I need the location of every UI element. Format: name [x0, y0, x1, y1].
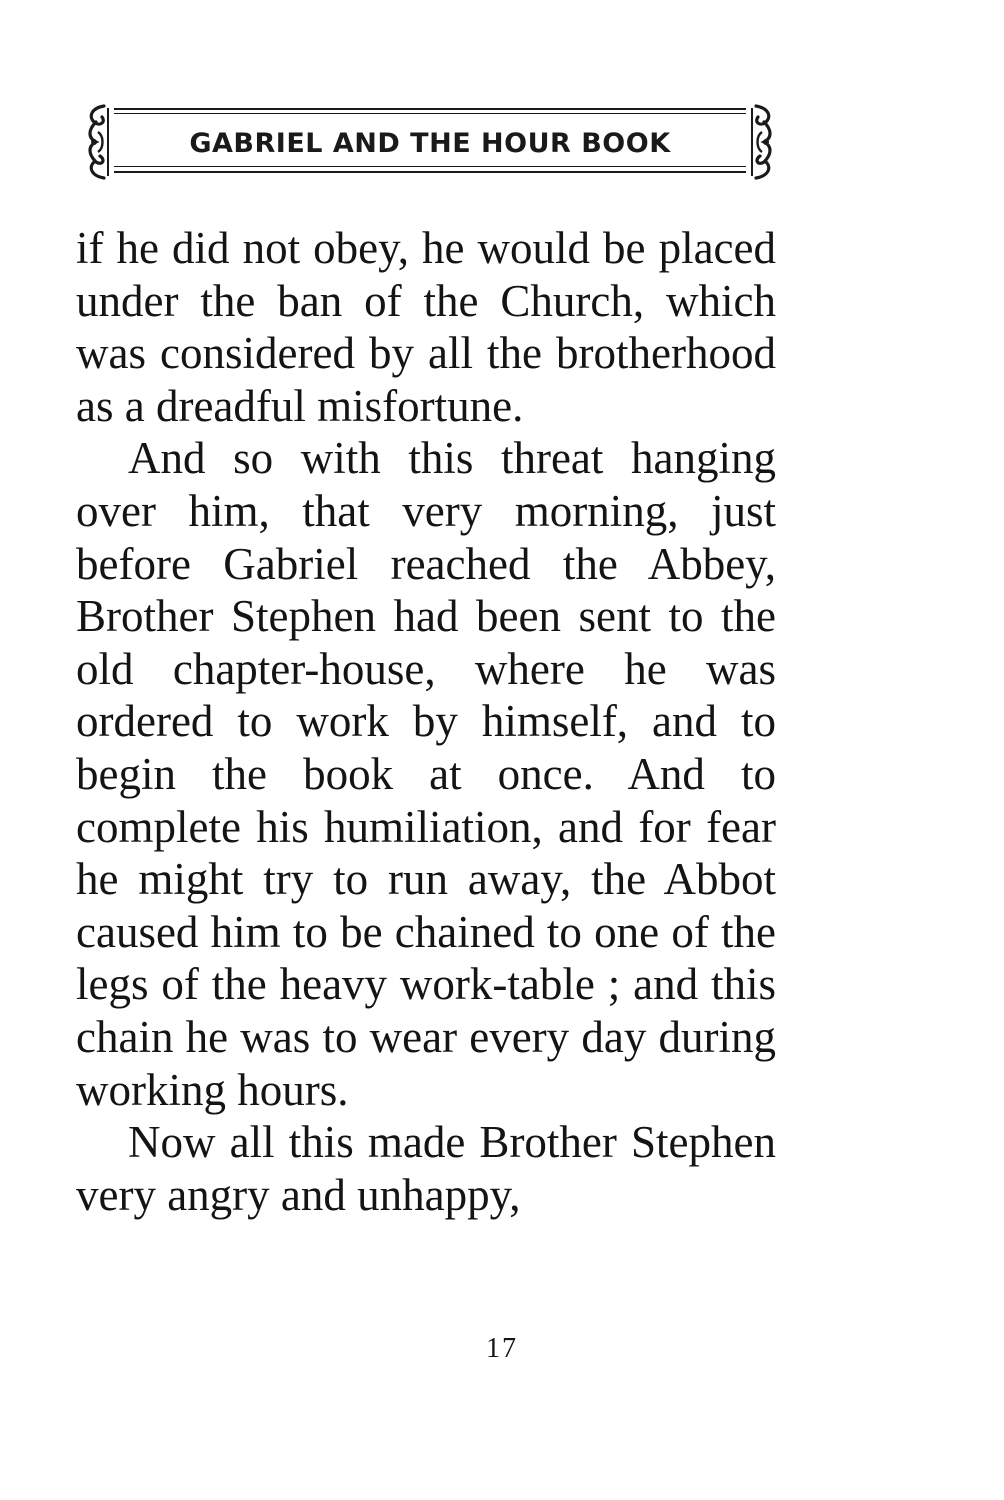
paragraph: Now all this made Brother Stephen very angry and unhappy, — [76, 1117, 776, 1220]
paragraph: And so with this threat hanging over him, that very morning, just before Gabriel reached the Abbey, Brother Stephen had been sent to the old chapter-house, where he was ordered to work by himself, and to begin the book at once. And to complete his humiliation, and for fear he might try to run away, the Abbot caused him to be chained to one of the legs of the heavy work-table ; and this chain he was to wear every day during working hours. — [76, 433, 776, 1115]
paragraph-continued: if he did not obey, he would be placed under the ban of the Church, which was considered by all the brotherhood as a dreadful misfortune. — [76, 223, 776, 431]
header-rule-bottom-thin — [114, 166, 746, 167]
header-rule-top — [114, 108, 746, 110]
running-header — [80, 102, 780, 182]
left-scroll-ornament-icon — [82, 102, 112, 182]
body-text — [76, 222, 776, 1221]
page-number: 17 — [486, 1333, 518, 1364]
header-rule-bottom — [114, 171, 746, 173]
header-rule-top-thin — [114, 113, 746, 114]
right-scroll-ornament-icon — [748, 102, 778, 182]
running-title: GABRIEL AND THE HOUR BOOK — [189, 128, 671, 159]
